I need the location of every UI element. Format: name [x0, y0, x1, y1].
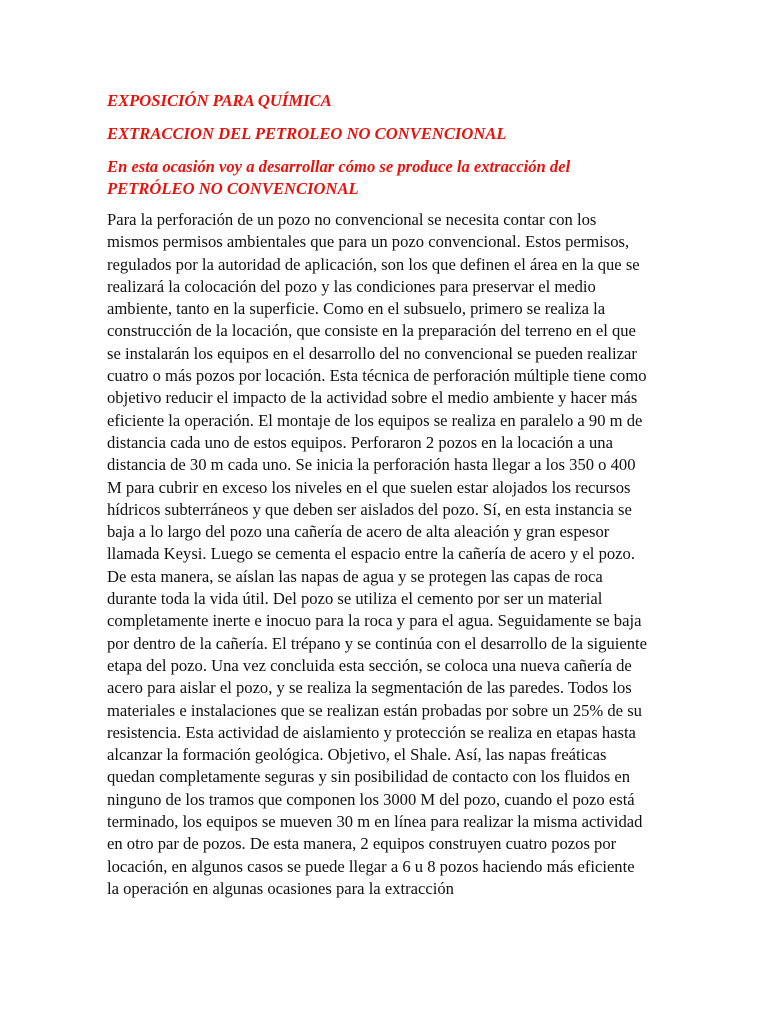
document-intro-heading: En esta ocasión voy a desarrollar cómo se produce la extracción del PETRÓLEO NO CONVENCIONAL: [107, 157, 571, 198]
document-title: EXPOSICIÓN PARA QUÍMICA: [107, 91, 332, 110]
document-subtitle: EXTRACCION DEL PETROLEO NO CONVENCIONAL: [107, 124, 507, 143]
document-paragraph: Para la perforación de un pozo no convencional se necesita contar con los mismos permisos ambientales que para un pozo convencional. Estos permisos, regulados por la autoridad de aplicación, son los que definen el área en la que se realizará la colocación del pozo y las condiciones para preservar el medio ambiente, tanto en la superficie. Como en el subsuelo, primero se realiza la construcción de la locación, que consiste en la preparación del terreno en el que se instalarán los equipos en el desarrollo del no convencional se pueden realizar cuatro o más pozos por locación. Esta técnica de perforación múltiple tiene como objetivo reducir el impacto de la actividad sobre el medio ambiente y hacer más eficiente la operación. El montaje de los equipos se realiza en paralelo a 90 m de distancia cada uno de estos equipos. Perforaron 2 pozos en la locación a una distancia de 30 m cada uno. Se inicia la perforación hasta llegar a los 350 o 400 M para cubrir en exceso los niveles en el que suelen estar alojados los recursos hídricos subterráneos y que deben ser aislados del pozo. Sí, en esta instancia se baja a lo largo del pozo una cañería de acero de alta aleación y gran espesor llamada Keysi. Luego se cementa el espacio entre la cañería de acero y el pozo. De esta manera, se aíslan las napas de agua y se protegen las capas de roca durante toda la vida útil. Del pozo se utiliza el cemento por ser un material completamente inerte e inocuo para la roca y para el agua. Seguidamente se baja por dentro de la cañería. El trépano y se continúa con el desarrollo de la siguiente etapa del pozo. Una vez concluida esta sección, se coloca una nueva cañería de acero para aislar el pozo, y se realiza la segmentación de las paredes. Todos los materiales e instalaciones que se realizan están probadas por sobre un 25% de su resistencia. Esta actividad de aislamiento y protección se realiza en etapas hasta alcanzar la formación geológica. Objetivo, el Shale. Así, las napas freáticas quedan completamente seguras y sin posibilidad de contacto con los fluidos en ninguno de los tramos que componen los 3000 M del pozo, cuando el pozo está terminado, los equipos se mueven 30 m en línea para realizar la misma actividad en otro par de pozos. De esta manera, 2 equipos construyen cuatro pozos por locación, en algunos casos se puede llegar a 6 u 8 pozos haciendo más eficiente la operación en algunas ocasiones para la extracción: [107, 210, 648, 898]
document-content: [107, 90, 647, 900]
